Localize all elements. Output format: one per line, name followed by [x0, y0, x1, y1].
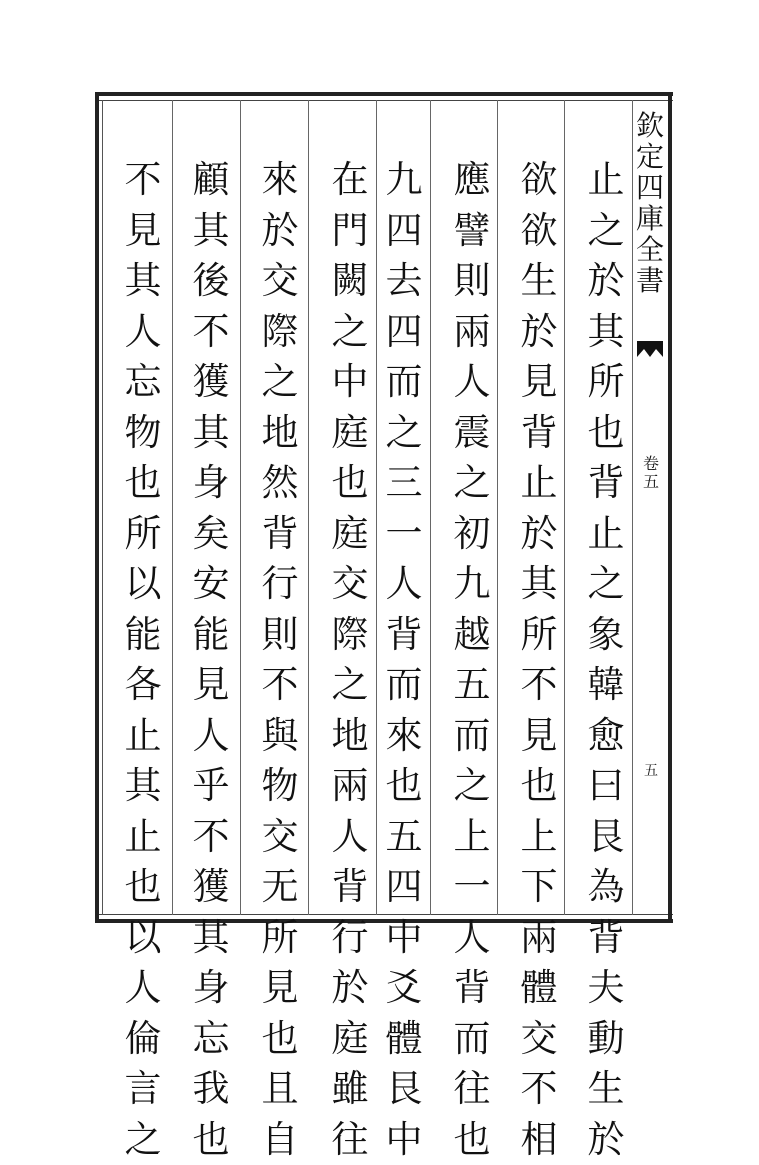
- text-character: 不: [514, 660, 564, 711]
- text-character: 其: [186, 913, 236, 964]
- text-character: 其: [581, 307, 631, 358]
- text-character: 往: [447, 1064, 497, 1115]
- text-character: 乎: [186, 761, 236, 812]
- text-character: 艮: [379, 1064, 429, 1115]
- frame-border-left: [95, 92, 99, 923]
- text-character: 倫: [118, 1014, 168, 1065]
- text-character: 而: [447, 711, 497, 762]
- text-character: 九: [379, 155, 429, 206]
- text-character: 而: [379, 357, 429, 408]
- text-character: 九: [447, 559, 497, 610]
- text-character: 背: [255, 509, 305, 560]
- text-character: 之: [581, 206, 631, 257]
- text-character: 見: [186, 660, 236, 711]
- text-character: 也: [447, 1115, 497, 1165]
- text-character: 背: [581, 458, 631, 509]
- text-character: 欲: [514, 206, 564, 257]
- text-character: 人: [447, 913, 497, 964]
- text-character: 一: [447, 862, 497, 913]
- column-rule: [376, 100, 377, 915]
- text-character: 在: [325, 155, 375, 206]
- fish-tail-mark-icon: [636, 340, 664, 358]
- text-character: 上: [514, 812, 564, 863]
- text-character: 兩: [325, 761, 375, 812]
- text-character: 以: [118, 913, 168, 964]
- text-character: 於: [514, 509, 564, 560]
- text-column: [447, 155, 497, 1165]
- text-character: 為: [581, 862, 631, 913]
- text-character: 中: [379, 913, 429, 964]
- text-character: 之: [447, 458, 497, 509]
- text-character: 然: [255, 458, 305, 509]
- text-character: 之: [447, 761, 497, 812]
- text-character: 也: [514, 761, 564, 812]
- text-character: 物: [118, 408, 168, 459]
- frame-border-top: [95, 92, 673, 96]
- text-character: 見: [514, 357, 564, 408]
- text-character: 言: [118, 1064, 168, 1115]
- text-character: 之: [118, 1115, 168, 1165]
- text-character: 獲: [186, 862, 236, 913]
- text-character: 兩: [447, 307, 497, 358]
- text-character: 其: [118, 256, 168, 307]
- text-character: 之: [581, 559, 631, 610]
- text-character: 交: [255, 256, 305, 307]
- text-character: 背: [514, 408, 564, 459]
- text-character: 五: [447, 660, 497, 711]
- column-rule: [240, 100, 241, 915]
- text-character: 應: [447, 155, 497, 206]
- column-rule: [172, 100, 173, 915]
- text-character: 爻: [379, 963, 429, 1014]
- text-character: 艮: [581, 812, 631, 863]
- text-character: 見: [255, 963, 305, 1014]
- text-character: 上: [447, 812, 497, 863]
- text-character: 其: [118, 761, 168, 812]
- text-character: 地: [325, 711, 375, 762]
- text-character: 交: [255, 812, 305, 863]
- text-character: 所: [514, 610, 564, 661]
- text-character: 於: [514, 307, 564, 358]
- text-character: 背: [447, 963, 497, 1014]
- text-character: 背: [325, 862, 375, 913]
- text-character: 生: [581, 1064, 631, 1115]
- text-character: 忘: [186, 1014, 236, 1065]
- text-character: 之: [379, 408, 429, 459]
- text-character: 曰: [581, 761, 631, 812]
- text-character: 矣: [186, 509, 236, 560]
- book-title: 欽 定 四 庫 全 書: [634, 110, 666, 296]
- text-column: [581, 155, 631, 1165]
- text-character: 行: [255, 559, 305, 610]
- text-character: 所: [255, 913, 305, 964]
- text-character: 相: [514, 1115, 564, 1165]
- text-character: 見: [118, 206, 168, 257]
- volume-label: 卷 五: [640, 455, 662, 491]
- text-character: 際: [255, 307, 305, 358]
- text-character: 人: [118, 307, 168, 358]
- text-character: 交: [325, 559, 375, 610]
- text-character: 闕: [325, 256, 375, 307]
- text-character: 雖: [325, 1064, 375, 1115]
- column-rule: [497, 100, 498, 915]
- text-character: 其: [514, 559, 564, 610]
- text-character: 其: [186, 408, 236, 459]
- text-character: 无: [255, 862, 305, 913]
- column-rule: [430, 100, 431, 915]
- text-column: [514, 155, 564, 1165]
- text-character: 獲: [186, 357, 236, 408]
- text-character: 止: [581, 509, 631, 560]
- text-character: 也: [118, 862, 168, 913]
- text-character: 不: [118, 155, 168, 206]
- text-character: 門: [325, 206, 375, 257]
- text-character: 其: [186, 206, 236, 257]
- text-character: 止: [118, 711, 168, 762]
- text-character: 且: [255, 1064, 305, 1115]
- text-character: 與: [255, 711, 305, 762]
- text-character: 人: [379, 559, 429, 610]
- text-character: 後: [186, 256, 236, 307]
- text-character: 四: [379, 206, 429, 257]
- text-character: 越: [447, 610, 497, 661]
- text-column: [118, 155, 168, 1165]
- frame-border-left-inner: [102, 100, 103, 915]
- text-character: 初: [447, 509, 497, 560]
- text-character: 不: [186, 812, 236, 863]
- text-character: 則: [255, 610, 305, 661]
- text-character: 所: [118, 509, 168, 560]
- text-character: 體: [379, 1014, 429, 1065]
- frame-border-top-inner: [95, 100, 673, 101]
- text-character: 於: [581, 1115, 631, 1165]
- text-character: 安: [186, 559, 236, 610]
- text-character: 止: [118, 812, 168, 863]
- text-character: 愈: [581, 711, 631, 762]
- text-character: 也: [255, 1014, 305, 1065]
- text-character: 不: [514, 1064, 564, 1115]
- text-character: 五: [379, 812, 429, 863]
- text-character: 我: [186, 1064, 236, 1115]
- text-character: 則: [447, 256, 497, 307]
- text-character: 生: [514, 256, 564, 307]
- text-character: 譬: [447, 206, 497, 257]
- text-column: [379, 155, 429, 1165]
- text-character: 身: [186, 963, 236, 1014]
- text-character: 能: [186, 610, 236, 661]
- text-character: 於: [581, 256, 631, 307]
- text-character: 一: [379, 509, 429, 560]
- text-character: 庭: [325, 408, 375, 459]
- text-character: 人: [118, 963, 168, 1014]
- text-character: 止: [581, 155, 631, 206]
- text-character: 夫: [581, 963, 631, 1014]
- text-character: 也: [186, 1115, 236, 1165]
- text-column: [186, 155, 236, 1165]
- text-character: 韓: [581, 660, 631, 711]
- text-character: 庭: [325, 509, 375, 560]
- text-character: 震: [447, 408, 497, 459]
- text-character: 不: [255, 660, 305, 711]
- text-character: 庭: [325, 1014, 375, 1065]
- column-rule: [564, 100, 565, 915]
- text-character: 三: [379, 458, 429, 509]
- column-rule: [308, 100, 309, 915]
- text-character: 於: [325, 963, 375, 1014]
- text-character: 體: [514, 963, 564, 1014]
- text-character: 背: [581, 913, 631, 964]
- text-character: 之: [325, 307, 375, 358]
- text-character: 於: [255, 206, 305, 257]
- text-character: 自: [255, 1115, 305, 1165]
- text-character: 四: [379, 307, 429, 358]
- text-character: 往: [325, 1115, 375, 1165]
- text-character: 各: [118, 660, 168, 711]
- text-character: 中: [325, 357, 375, 408]
- text-character: 也: [325, 458, 375, 509]
- text-character: 止: [514, 458, 564, 509]
- text-character: 交: [514, 1014, 564, 1065]
- text-character: 背: [379, 610, 429, 661]
- text-character: 而: [379, 660, 429, 711]
- text-character: 也: [379, 761, 429, 812]
- text-character: 來: [255, 155, 305, 206]
- text-character: 象: [581, 610, 631, 661]
- text-column: [325, 155, 375, 1165]
- text-character: 而: [447, 1014, 497, 1065]
- text-character: 身: [186, 458, 236, 509]
- text-character: 動: [581, 1014, 631, 1065]
- text-character: 能: [118, 610, 168, 661]
- text-character: 以: [118, 559, 168, 610]
- text-character: 人: [447, 357, 497, 408]
- text-character: 行: [325, 913, 375, 964]
- text-character: 兩: [514, 913, 564, 964]
- text-character: 之: [325, 660, 375, 711]
- frame-border-right: [668, 92, 672, 923]
- text-character: 物: [255, 761, 305, 812]
- margin-note: 五: [644, 760, 658, 780]
- text-column: [255, 155, 305, 1165]
- text-character: 欲: [514, 155, 564, 206]
- text-character: 四: [379, 862, 429, 913]
- text-character: 也: [581, 408, 631, 459]
- text-character: 也: [118, 458, 168, 509]
- text-character: 人: [186, 711, 236, 762]
- text-character: 地: [255, 408, 305, 459]
- text-character: 見: [514, 711, 564, 762]
- text-character: 來: [379, 711, 429, 762]
- text-character: 顧: [186, 155, 236, 206]
- text-character: 之: [255, 357, 305, 408]
- text-character: 人: [325, 812, 375, 863]
- text-character: 所: [581, 357, 631, 408]
- text-character: 中: [379, 1115, 429, 1165]
- text-character: 際: [325, 610, 375, 661]
- text-character: 不: [186, 307, 236, 358]
- text-character: 忘: [118, 357, 168, 408]
- text-character: 下: [514, 862, 564, 913]
- text-character: 去: [379, 256, 429, 307]
